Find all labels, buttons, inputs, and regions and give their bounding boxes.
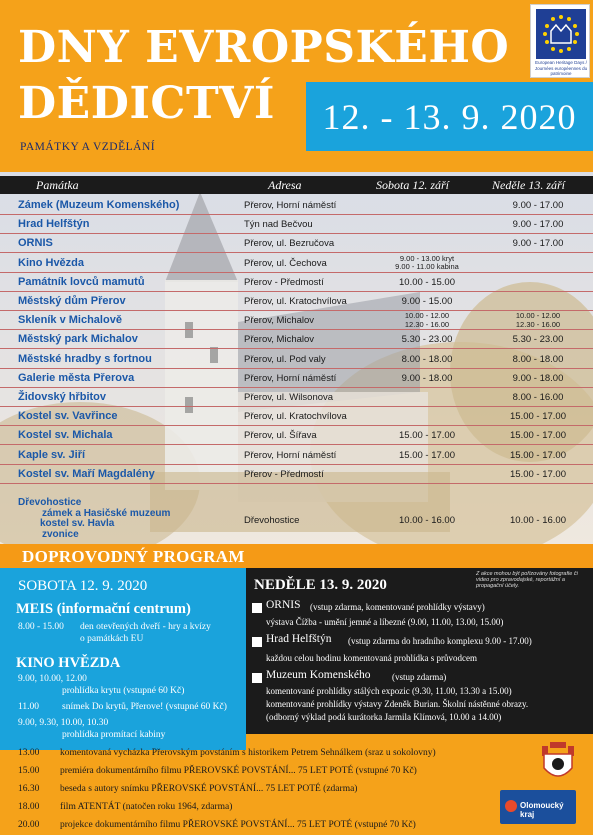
table-row [0, 234, 593, 253]
wide-event-time: 18.00 [18, 802, 40, 812]
muzeum-line1: komentované prohlídky stálých expozic (9.30, 11.00, 13.30 a 15.00) [266, 686, 512, 696]
monument-address: Přerov, ul. Šířava [244, 430, 317, 442]
monument-address: Přerov, Horní náměstí [244, 449, 337, 461]
muzeum-line2: komentované prohlídky výstavy Zdeněk Burian. Školní nástěnné obrazy. [266, 699, 529, 709]
saturday-hours: 9.00 - 13.00 kryt 9.00 - 11.00 kabina [395, 253, 459, 272]
wide-event-time: 16.30 [18, 784, 40, 794]
monument-address: Přerov, ul. Bezručova [244, 238, 335, 250]
monument-name: Galerie města Přerova [18, 371, 135, 384]
monument-name: Skleník v Michalově [18, 314, 122, 327]
sunday-hours: 5.30 - 23.00 [512, 334, 564, 346]
wide-event-time: 20.00 [18, 820, 40, 830]
saturday-hours: 5.30 - 23.00 [401, 334, 453, 346]
olomouc-logo-text: Olomoucký kraj [520, 801, 564, 819]
hrad-note: (vstup zdarma do hradního komplexu 9.00 - 17.00) [348, 636, 532, 646]
ornis-title: ORNIS [266, 599, 301, 611]
monument-name: Památník lovců mamutů [18, 275, 145, 288]
program-title: DOPROVODNÝ PROGRAM [22, 547, 245, 566]
sunday-hours: 9.00 - 17.00 [512, 200, 564, 211]
prerov-coat-of-arms-icon [540, 740, 576, 784]
hrad-title: Hrad Helfštýn [266, 633, 332, 645]
monument-address: Přerov, Michalov [244, 334, 315, 346]
column-header-sobota: Sobota 12. září [376, 178, 450, 192]
monument-address: Přerov, Michalov [244, 315, 315, 327]
table-row-drevohostice [0, 498, 593, 542]
meis-event-line2: o památkách EU [80, 634, 144, 644]
subtitle: PAMÁTKY A VZDĚLÁNÍ [20, 141, 156, 153]
table-row [0, 196, 593, 215]
kino-event-text: snímek Do krytů, Přerove! (vstupné 60 Kč) [62, 702, 227, 712]
wide-event-text: film ATENTÁT (natočen roku 1964, zdarma) [60, 802, 233, 812]
monument-name: Kino Hvězda [18, 256, 85, 269]
bullet-square-icon [252, 603, 262, 613]
table-row [0, 407, 593, 426]
table-row [0, 350, 593, 369]
saturday-hours: 15.00 - 17.00 [399, 430, 455, 442]
saturday-hours: 10.00 - 12.00 12.30 - 16.00 [404, 311, 450, 329]
saturday-hours: 9.00 - 18.00 [401, 372, 453, 384]
muzeum-line3: (odborný výklad podá kurátorka Jarmila Klímová, 10.00 a 14.00) [266, 712, 502, 722]
monument-address: Přerov, ul. Čechova [244, 257, 327, 269]
table-row [0, 446, 593, 465]
kino-event-time: 11.00 [18, 702, 40, 712]
monument-name: Kostel sv. Vavřince [18, 410, 118, 423]
monument-address: Přerov, Horní náměstí [244, 200, 337, 211]
kino-event-text: prohlídka promítací kabiny [62, 730, 166, 740]
monument-name: Dřevohostice zámek a Hasičské muzeum kostel sv. Havla zvonice [18, 497, 171, 540]
table-row [0, 311, 593, 330]
meis-event-line1: den otevřených dveří - hry a kvízy [80, 622, 211, 632]
kino-event-text: prohlídka krytu (vstupné 60 Kč) [62, 686, 185, 696]
eu-flag-icon [536, 9, 586, 59]
monument-address: Přerov, ul. Pod valy [244, 353, 326, 365]
muzeum-title: Muzeum Komenského [266, 669, 371, 681]
table-row [0, 215, 593, 234]
monument-name: Zámek (Muzeum Komenského) [18, 199, 180, 211]
bullet-square-icon [252, 673, 262, 683]
wide-event-time: 15.00 [18, 766, 40, 776]
saturday-hours: 9.00 - 15.00 [401, 296, 453, 307]
table-row [0, 254, 593, 273]
photo-note: Z akce mohou být pořizovány fotografie či video pro zpravodajské, reportážní a propagační účely. [476, 571, 578, 590]
title-line-2: DĚDICTVÍ [18, 78, 275, 129]
saturday-hours: 15.00 - 17.00 [399, 449, 455, 461]
column-header-nedele: Neděle 13. září [492, 178, 565, 192]
monument-name: Kaple sv. Jiří [18, 448, 86, 461]
monument-name: Kostel sv. Michala [18, 429, 113, 442]
wide-event-text: beseda s autory snímku PŘEROVSKÉ POVSTÁNÍ... 75 LET POTÉ (zdarma) [60, 784, 358, 794]
column-header-adresa: Adresa [268, 178, 302, 192]
monument-name: Městský park Michalov [18, 333, 138, 346]
monument-address: Přerov, ul. Kratochvílova [244, 296, 347, 307]
header [0, 0, 593, 172]
monument-address: Dřevohostice [244, 515, 300, 526]
monument-name: Městské hradby s fortnou [18, 352, 152, 365]
sunday-hours: 15.00 - 17.00 [510, 411, 566, 423]
monument-name: Kostel sv. Maří Magdalény [18, 467, 155, 480]
program-band [0, 544, 593, 568]
sunday-hours: 9.00 - 18.00 [512, 372, 564, 384]
hrad-line: každou celou hodinu komentovaná prohlídka s průvodcem [266, 653, 477, 663]
muzeum-note: (vstup zdarma) [392, 672, 447, 682]
table-row [0, 426, 593, 445]
saturday-hours: 10.00 - 15.00 [399, 276, 455, 288]
date-range: 12. - 13. 9. 2020 [306, 82, 593, 151]
sunday-hours: 15.00 - 17.00 [510, 449, 566, 461]
monuments-table [0, 172, 593, 544]
monument-address: Přerov - Předmostí [244, 468, 324, 480]
wide-event-text: komentovaná vycházka Přerovským povstáním s historikem Petrem Sehnálkem (sraz u sokolovny) [60, 748, 436, 758]
table-row [0, 465, 593, 484]
european-heritage-logo [530, 4, 590, 78]
monument-address: Týn nad Bečvou [244, 219, 313, 231]
monument-name: Hrad Helfštýn [18, 218, 90, 231]
wide-event-text: projekce dokumentárního filmu PŘEROVSKÉ POVSTÁNÍ... 75 LET POTÉ (vstupné 70 Kč) [60, 820, 416, 830]
ornis-note: (vstup zdarma, komentované prohlídky výstavy) [310, 602, 485, 612]
column-header-pamatka: Památka [36, 178, 79, 192]
table-row [0, 330, 593, 349]
olomoucky-kraj-logo [500, 790, 576, 824]
saturday-hours: 10.00 - 16.00 [399, 515, 455, 526]
sunday-hours: 8.00 - 16.00 [512, 392, 564, 403]
table-row [0, 273, 593, 292]
sunday-hours: 9.00 - 17.00 [512, 219, 564, 231]
wide-event-text: premiéra dokumentárního filmu PŘEROVSKÉ POVSTÁNÍ... 75 LET POTÉ (vstupné 70 Kč) [60, 766, 417, 776]
sunday-hours: 15.00 - 17.00 [510, 468, 566, 480]
saturday-hours: 8.00 - 18.00 [401, 353, 453, 365]
monument-name: Městský dům Přerov [18, 295, 126, 307]
meis-heading: MEIS (informační centrum) [16, 601, 191, 617]
title-line-1: DNY EVROPSKÉHO [18, 22, 510, 73]
monument-address: Přerov - Předmostí [244, 276, 324, 288]
monument-name: Židovský hřbitov [18, 391, 107, 403]
olomouc-emblem-icon [505, 800, 517, 812]
sunday-hours: 10.00 - 16.00 [510, 515, 566, 526]
table-row [0, 388, 593, 407]
sunday-heading: NEDĚLE 13. 9. 2020 [254, 577, 387, 593]
kino-event-time: 9.00, 10.00, 12.00 [18, 674, 87, 684]
monument-address: Přerov, Horní náměstí [244, 372, 337, 384]
kino-event-time: 9.00, 9.30, 10.00, 10.30 [18, 718, 109, 728]
wide-event-time: 13.00 [18, 748, 40, 758]
sunday-hours: 15.00 - 17.00 [510, 430, 566, 442]
saturday-heading: SOBOTA 12. 9. 2020 [18, 578, 148, 594]
monument-address: Přerov, ul. Kratochvílova [244, 411, 347, 423]
meis-event-time: 8.00 - 15.00 [18, 622, 64, 632]
monument-name: ORNIS [18, 237, 53, 250]
eu-logo-caption: European Heritage Days / Journées européennes du patrimoine [534, 60, 588, 76]
kino-hvezda-heading: KINO HVĚZDA [16, 655, 121, 671]
sunday-hours: 10.00 - 12.00 12.30 - 16.00 [515, 311, 561, 329]
table-row [0, 369, 593, 388]
ornis-line: výstava Čížba - umění jemné a líbezné (9.00, 11.00, 13.00, 15.00) [266, 617, 504, 627]
sunday-hours: 9.00 - 17.00 [512, 238, 564, 250]
table-header [0, 176, 593, 194]
monument-address: Přerov, ul. Wilsonova [244, 392, 334, 403]
sunday-hours: 8.00 - 18.00 [512, 353, 564, 365]
bullet-square-icon [252, 637, 262, 647]
table-row [0, 292, 593, 311]
